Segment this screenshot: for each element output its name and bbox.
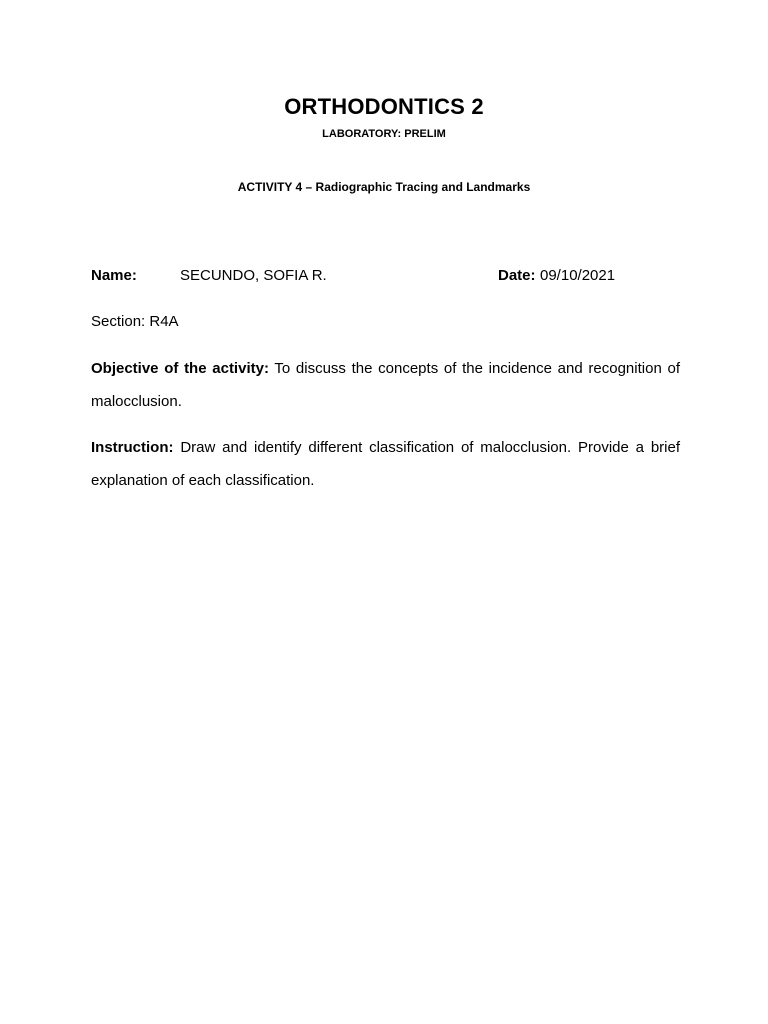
section-line (91, 313, 179, 330)
objective-label: Objective of the activity: (91, 360, 269, 377)
section-value: R4A (149, 313, 179, 330)
name-value: SECUNDO, SOFIA R. (180, 267, 327, 284)
name-label: Name: (91, 267, 137, 284)
section-label: Section: (91, 313, 146, 330)
date-value: 09/10/2021 (540, 267, 616, 284)
instruction-text: Draw and identify different classification of malocclusion. Provide a brief explanation of each classification. (91, 439, 680, 489)
activity-heading: ACTIVITY 4 – Radiographic Tracing and Landmarks (237, 180, 531, 194)
date-label: Date: (498, 267, 536, 284)
objective-paragraph (91, 352, 680, 418)
document-subtitle: LABORATORY: PRELIM (322, 128, 446, 140)
instruction-label: Instruction: (91, 439, 174, 456)
objective-text: To discuss the concepts of the incidence and recognition of malocclusion. (91, 360, 680, 410)
document-title: ORTHODONTICS 2 (284, 94, 484, 119)
instruction-paragraph (91, 431, 680, 497)
